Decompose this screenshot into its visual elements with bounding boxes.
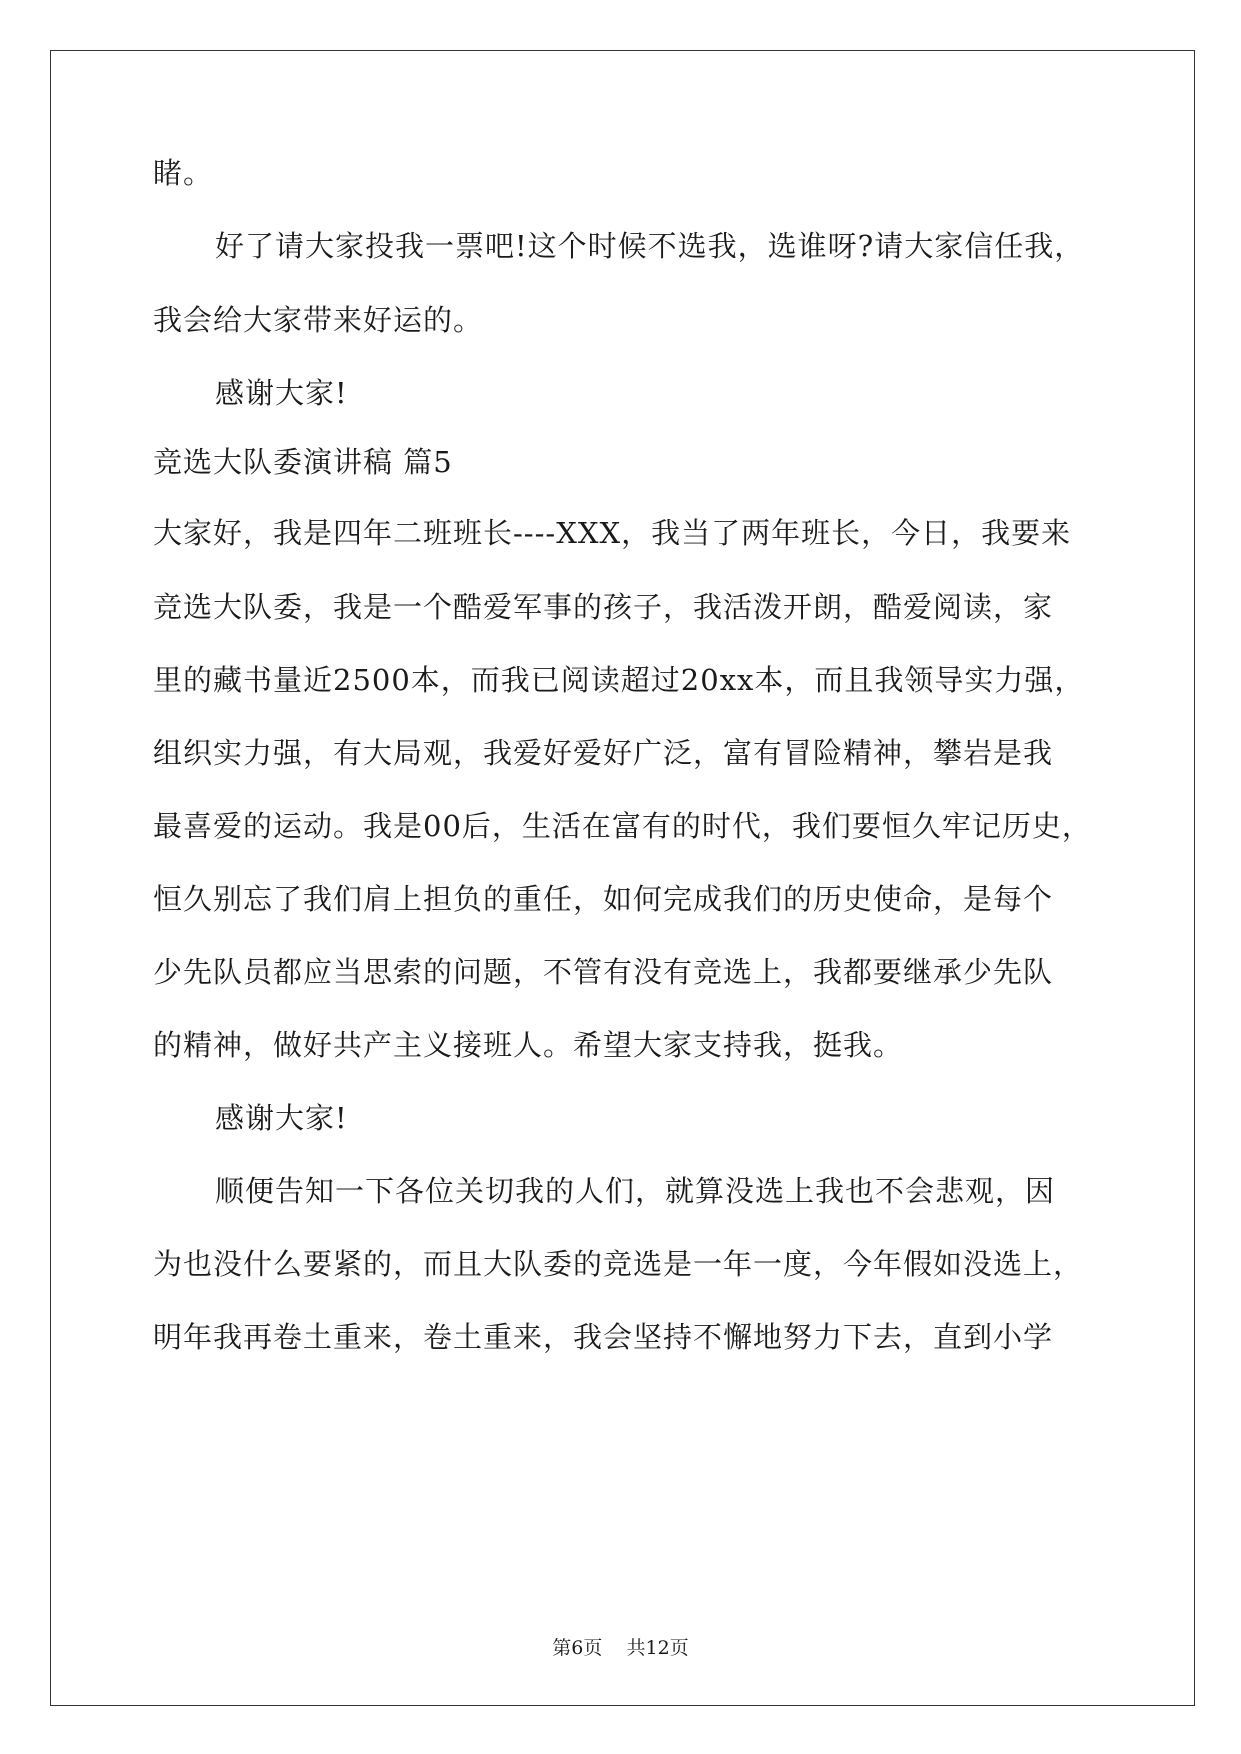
text-line: 感谢大家! [215,1101,348,1135]
text-line: 少先队员都应当思索的问题，不管有没有竞选上，我都要继承少先队 [153,955,1054,989]
text-line: 的精神，做好共产主义接班人。希望大家支持我，挺我。 [153,1028,904,1062]
text-line: 感谢大家! [215,376,348,410]
text-line: 最喜爱的运动。我是00后，生活在富有的时代，我们要恒久牢记历史， [153,809,1092,843]
text-line: 竞选大队委，我是一个酷爱军事的孩子，我活泼开朗，酷爱阅读，家 [153,590,1054,624]
text-line: 明年我再卷土重来，卷土重来，我会坚持不懈地努力下去，直到小学 [153,1320,1054,1354]
text-line: 顺便告知一下各位关切我的人们，就算没选上我也不会悲观，因 [215,1174,1056,1208]
text-line: 好了请大家投我一票吧!这个时候不选我，选谁呀?请大家信任我， [215,229,1085,263]
text-line: 我会给大家带来好运的。 [153,303,484,337]
page-border [50,50,1195,1706]
text-line: 里的藏书量近2500本，而我已阅读超过20xx本，而且我领导实力强， [153,663,1085,697]
text-line: 恒久别忘了我们肩上担负的重任，如何完成我们的历史使命，是每个 [153,882,1054,916]
text-line: 睹。 [153,156,214,190]
text-line: 组织实力强，有大局观，我爱好爱好广泛，富有冒险精神，攀岩是我 [153,736,1054,770]
text-line: 大家好，我是四年二班班长----XXX，我当了两年班长，今日，我要来 [153,516,1072,550]
page-number: 第6页 共12页 [552,1637,689,1659]
text-line: 为也没什么要紧的，而且大队委的竞选是一年一度，今年假如没选上， [153,1247,1084,1281]
section-heading: 竞选大队委演讲稿 篇5 [153,445,453,479]
